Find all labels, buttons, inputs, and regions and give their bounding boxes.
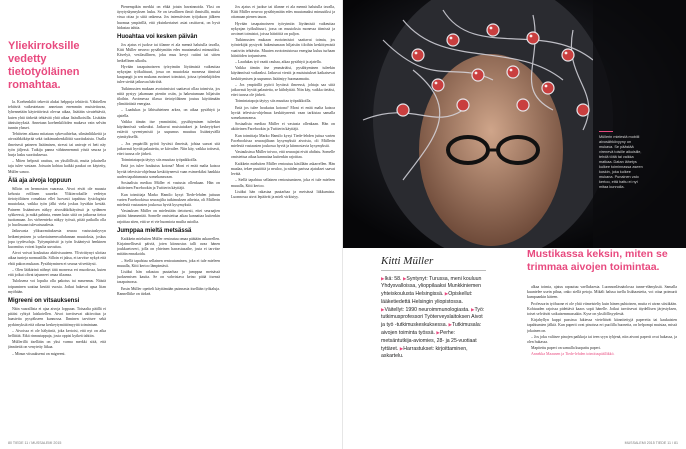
- right-page: [343, 0, 686, 449]
- body-paragraph: – Miten helposti rauttuu, on yksilöllistä, mutta jokaisella taju tulee vastaan. Joissain kohtaa kaikki paukut on käytetty, Müller sanoo.: [8, 159, 106, 174]
- triangle-bullet-icon: ▶: [444, 291, 449, 297]
- article-column-1: [8, 100, 106, 430]
- body-paragraph: – Siellä tapahtuu sellainen rentoutuminen, joka ei tule mieleen muualla, Kitti kertoo.: [231, 178, 335, 188]
- profile-fact-label: Opiskellut: [448, 291, 471, 298]
- body-paragraph: Mapitettu paperi on samalla kuopattu paperi.: [531, 346, 601, 351]
- profile-fact-value: 1990 neuroimmunologiasta.: [405, 306, 470, 313]
- body-paragraph: – Siellä tapahtuu sellainen rentoutuminen, joka ei tule mieleen muualla, Kitti kertoo lämpimästi.: [117, 258, 220, 268]
- triangle-bullet-icon: ▶: [381, 306, 385, 312]
- body-paragraph: Entä jos tulee houkutus kotona? Moni ei enää malta katsoa hyvää televisio-ohjelmaa keskittyneesti vaan esimerkiksi hankkia uuden tapahtumasta somekanavaan.: [117, 164, 220, 179]
- profile-box: [381, 255, 486, 360]
- body-paragraph: Kaikkein mieluiten Müller rentoutuu omaa päätään askarrellen. Kirjaimellisesti päiviä, joten kiinnostus talli avaa hänen joukkuetoveri, jolla on yhteinen harrastusaihe, josta ei tarvitse mitään ennakoida.: [117, 236, 220, 257]
- profile-name: Kitti Müller: [381, 255, 486, 271]
- eeg-cap-photo: [343, 0, 686, 248]
- article-credits: Annekka Maaanen ja Tiede-lehden toimituspäällikkö.: [531, 352, 615, 357]
- body-paragraph: Jos ajatus ei juokse tai tilanne ei ala mennä halutulla tavalla, Kitti Müller neuvoo pysähtymään edes muutamaksi minuutiksi ja ottamaan pienen tauon.: [231, 5, 335, 20]
- triangle-bullet-icon: ▶: [448, 322, 452, 328]
- profile-fact-label: Syntynyt: [406, 276, 427, 282]
- body-paragraph: Vaikka tämän itse ymmärtäisi, pysähtyminen tuleekin käytännössä vaikeaksi. Jatkuvat muistutukset ja keskeytykset estävät syventymistä ja uupumus muuttuu lisääntyvällä rytmityksellä.: [117, 119, 220, 140]
- right-article-text: [527, 285, 677, 425]
- section-heading: Jumppaa mieltä metsässä: [117, 227, 192, 234]
- body-paragraph: – Aivoissa ei ole hälytintä, joka kertoisi, että nyt on aika hellittää. Eikä rinnastappuja, josta oppisi kytkeä tahtiin.: [8, 328, 106, 338]
- pull-quote-headline: Mustikassa keksin, miten se trimmaa aivojen toimintaa.: [527, 248, 668, 273]
- section-heading: Huoahtaa voi kesken päivän: [117, 34, 198, 41]
- body-paragraph: Vastauksen Müller on mielestään tietoisesti, ettei seuraajien pitäisi hämmentää. Somelle omistettua aikaa kannattaa kuitenkin rajoittaa siten, että se ei vie huomiota muilta asioilta.: [117, 209, 220, 224]
- right-folio: MUSSALEMI 2015 TIEDE 11 / 81: [624, 441, 678, 445]
- profile-fact-label: Väitellyt: [384, 306, 403, 313]
- body-paragraph: – Jos ympärillä pyörii hyvässä ilmeessä, johtaja saa siitä jatkuvasti hyvää palautetta, se kiihdyttää. Niin käy, vaikka tietäisi, ettei tuossa ole järkeä.: [231, 82, 335, 98]
- body-paragraph: – Minun vitsauksemi on migreeni.: [12, 351, 66, 356]
- body-paragraph: Müllerillä itsellään on yksi varma merkki siitä, että jännitettä on venytetty liikaa.: [8, 340, 106, 350]
- triangle-bullet-icon: ▶: [399, 345, 404, 351]
- body-paragraph: Toimintatapoja täytyy siis muuttaa työpaikkoilla.: [235, 99, 312, 104]
- section-heading: Älä aja aivoja loppuun: [8, 177, 72, 184]
- body-paragraph: Kun toimittaja Marko Hamilo kysyi Tiede-lehden juttuun varten Facebookissa seuraajilta tutkimuksen aiheista, oli Müllerin mielestä vastausten joukossa hyviä kysymyksiä.: [117, 192, 220, 207]
- body-paragraph: Tehtävien aikana mitataan sykevaihtelua, silmänliikkeitä ja aivosähkökäyrää sekä tutkimushenkilöitä suorituksista. Osalla ilmeisesti paineen lisäämisen, stressi tai univaje ei heti näy työn jäljessä. Tutkija panna vähänenemmä yöstä seuraa ja hurja lasku suorituksessa.: [8, 132, 106, 158]
- profile-fact-label: Harrastukset: [403, 345, 433, 352]
- profile-fact-value: aivojen toiminta työssä.: [381, 330, 435, 337]
- body-paragraph: Jos ajatus ei juokse tai tilanne ei ala mennä halutulla tavalla, Kitti Müller neuvoo pysähtymään edes muutamaksi minuutiksi. Kävelyä, vesilasillinen, joku muu kevyt rutiini tai sitten hetkellinen ulkoilu.: [117, 43, 220, 63]
- body-paragraph: Aivot voivat koukuttaa aktiivisuuteen. Ylivirittynyt ulottaa aikaa tunteja normaalilla. Silloin ei jaksa, ei tarvitse nykyä että ehtii pakon mukaan. Pysähtyminen ei seuraa viivettäysti.: [8, 251, 106, 266]
- body-paragraph: Toimintatapoja täytyy siis muuttaa työpaikkoilla.: [121, 158, 198, 163]
- body-paragraph: Näin vaarallista ei ajaa aivoja loppuun. Toisaalta päällä ei pitäisi ryhtyä laiskotellen. Aivot tarvitsevat aktivoitua ja haastetta pysyäkseen kunnossa. Ihminen tarvitsee sekä pyrkimyksiä että oikeaa keskeytymättömyyttä toimintaan.: [8, 306, 106, 327]
- triangle-bullet-icon: ▶: [436, 330, 440, 336]
- body-paragraph: Vastauksissa Müller toivoo, että seuraajat eivät ahdistu. Somelle omistettua aikaa kannattaa kuitenkin rajoittaa.: [231, 150, 335, 160]
- body-paragraph: Hyvään tasapainoiseen työrytmiin löytämistä vaikeuttaa nykyajan työkulttuuri, jossa on muutoksia monessa tiimissä kaupungit ja sen mukana avoimet toimistot, joissa työntekijöiden tulee sietää jatkuvaa häiriötä.: [117, 64, 220, 85]
- body-paragraph: la. Koehenkilöt tekevät aluksi helppoja tehtäviä. Vähitellen tehtäviä vaikeutetaan: annetaan enemmän muistettavaa, lyhennetään käytettävissä olevaa aikaa, lisätään sivutehtäviä, kuten yhtä tärkeää tehtävää yhtä aikaa lisäulkoisilla. Lisätään äänisäryyksiä. Annetaan koehenkilöiden mukava vain selvän tunnin yhaset.: [8, 100, 106, 131]
- body-paragraph: – Laadukas työ vaatii rauhaa, aikaa pysähtyä ja ajatella.: [235, 60, 322, 65]
- eeg-cap-illustration: [343, 0, 686, 248]
- profile-fact-value: kirjoittaminen, askartelu.: [381, 345, 468, 360]
- left-folio: 80 TIEDE 11 / MUSSALEMI 2015: [8, 441, 62, 445]
- body-paragraph: – Olen lääkärinä nähnyt tätä monessa eri muodossa, kuten että jotkut olivat tajunneet omaa tilaansa.: [8, 267, 106, 278]
- profile-fact-label: Ikä: [384, 276, 392, 282]
- body-paragraph: Kirjahyllyn kuppi pussissa lukiessa vieteltävät kiinnitettyjä papereita tai kaukaisten tapahtumien jälkiä. Kun paperit ovat pinoissa eri puolilla huonetta, on helpompi muistaa, missä jokainen on.: [527, 318, 677, 333]
- profile-fact-value: metsäntutkija-aviomies, 28- ja 25-vuotiaat tyttäret.: [381, 337, 477, 352]
- body-paragraph: Professorin työhuone ei ole yhtä viimeistelty kuin hänen puhtoinen, mutta ei aivan siistikään. Kohtuuden rajoissa pidettävä kaaos sopii hänelle. Jotkut tarvitsevat täydellisen järjestyksen, toiset selviävät sotkuisemmassakin. Kyse on yksilöllisyydestä.: [527, 301, 677, 317]
- body-paragraph: Entä jos tulee houkutus kotona? Moni ei enää malta katsoa hyvää televisio-ohjelmaa keskittyneesti vaan tarkistaa samalla somekanavansa.: [231, 105, 335, 121]
- body-paragraph: Lisäksi hän rakastaa puutarhaa ja jumppaa metsässä juoksemisen kautta. Se on vahvistava keino pitää itsensä tasapainossa.: [117, 269, 220, 285]
- article-column-2: [117, 5, 220, 433]
- profile-facts: ▶Ikä: 58. ▶Syntynyt: Turussa, meni kouluun Yhdysvalloissa, ylioppilaaksi Munkkiniemen yhteiskoulusta Helsingissä. ▶Opiskellut: lääketiedettä Helsingin yliopistossa. ▶Väitellyt: 1990 neuroimmunologiasta. ▶Työ: tutkimusprofessori Työterveyslaitoksen Aivot ja työ -tutkimuskeskuksessa. ▶Tutkimusala: aivojen toiminta työssä. ▶Perhe: metsäntutkija-aviomies, 28- ja 25-vuotiaat tyttäret. ▶Harrastukset: kirjoittaminen, askartelu.: [381, 276, 485, 360]
- body-paragraph: Jatkuvasta ylikuormituksesta seuraa vastustuskyvyn heikentyminen ja sokeriaineenvaihdunnan muutoksia, joskus jopa tyydesoluja. Työympäristö ja työn lisääntyvä henkinen kuormitus voivat lopulta uuvuttaa.: [8, 229, 106, 250]
- triangle-bullet-icon: ▶: [381, 276, 385, 281]
- body-paragraph: – Laadukas ja lähisuhteinen arkea, on aikaa pysähtyä ja ajatella.: [117, 108, 220, 118]
- body-paragraph: alkaa toimia, ajatus rapautuu vaelluksesta. Luonnonläsnäolossa tunne-elämyksiä. Samalla kuuntelee usein pihaa, onko siellä petoja. Mikäli halusa tuellu lisähaastetta, voi ottaa poimurit kumpaankin käteen.: [527, 285, 677, 300]
- body-paragraph: Kun toimittaja Marko Hamilo kysyi Tiede-lehden juttua varten Facebookissa seuraajiltaan kysymyksiä aivoista, oli Müllerin mielestä vastausten joukossa hyviä ja kiinnostavia kysymyksiä.: [231, 133, 335, 149]
- body-paragraph: Ensin Müller opetteli käyttämään puinnasta itsellään työkaluja. Rannelliike on tärkeä.: [117, 286, 220, 296]
- body-paragraph: Sosiaalista mediaa Müller ei vastusta ollenkaan. Hän on aktiivinen Facebookin ja Twitterin käyttäjä.: [117, 181, 220, 191]
- body-paragraph: Vaikka tämän itse ymmärtäisi, pysähtyminen tuleekin käytännössä vaikeaksi. Jatkuvat viestit ja muistutukset katkaisevat keskittymisen ja uupumus lisääntyy huomaamatta.: [231, 66, 335, 81]
- lead-paragraph: Yliekirroksille vedetty tietotyöläinen romahtaa.: [8, 40, 80, 91]
- body-paragraph: Tuloksena voi lopulta olla pakotus tai masennus. Näistä toipuminen saattaa kestää vuosia. Jotkut hakevat apua liian myöhään.: [8, 279, 106, 294]
- photo-caption-text: Müllerin mielestä mobiili aivosähkövyyny on mukava. Se päästää virenevä toisille aikuisille, tehdä töitä tai vaikka matkaa. Datan lähetys kulkee toiminnassa aseen koskin, joka kulkee mukana. Punainen valo kertoo, että hattu ei nyt mitaa kunnolla.: [599, 135, 643, 189]
- caption-rule: [599, 131, 613, 132]
- photo-caption: [599, 131, 644, 190]
- body-paragraph: Pienempikin merkki on ehkä jotain havainnoida. Yksi on äyrytyskynnyksen lasku. Se on tavallinen ilmiö ihmisillä, mutta vissa ottaa jo siitä onkensa. Jos intensiivisen työjakson jälkeen huomaa ympärillä, että yksinkertaiset asiat rasittavat, on hyvä hidastaa tahtia.: [117, 5, 220, 30]
- body-paragraph: Sosiaalista mediaa Müller ei vastusta ollenkaan. Hän on aktiivinen Facebookin ja Twitterin käyttäjä.: [231, 122, 335, 132]
- triangle-bullet-icon: ▶: [402, 276, 407, 281]
- body-paragraph: Lisäksi hän rakastaa puutarhaa ja metsässä liikkumista. Luonnossa aivot lepäävät ja mieli virkistyy.: [231, 189, 335, 199]
- profile-fact-value: Turussa, meni kouluun Yhdysvalloissa, ylioppilaaksi Munkkiniemen yhteiskoulusta Helsingissä.: [381, 276, 482, 298]
- triangle-bullet-icon: ▶: [471, 306, 475, 312]
- profile-fact-value: tutkimusprofessori Työterveyslaitoksen Aivot ja työ -tutkimuskeskuksessa.: [381, 314, 483, 329]
- body-paragraph: Kaikkein mieluiten Müller rentoutuu käsillään askarrellen. Hän maalaa, tekee puutöitä ja neuloo, ja niiden parissa ajatukset saavat levätä.: [231, 161, 335, 177]
- profile-fact-label: Perhe: [439, 330, 454, 337]
- body-paragraph: Hyvään tasapainoiseen työrytmiin löytämistä vaikeuttaa nykyajan työkulttuuri, jossa on muutoksia monessa tiimissä ja avoimet toimistot, joissa häiriöitä on paljon.: [231, 21, 335, 37]
- body-paragraph: – Jos joku valitsee pinojen paikkoja tai teen syyn tyhjenä, niin aivoni paperit ovat hukassa, ja olen hukassa.: [527, 334, 677, 345]
- section-heading: Migreeni on vitsauksensi: [8, 297, 80, 304]
- body-paragraph: Tutkimusten mukaan avotoimistot saattavat ollaa toimivia, jos niitä pystyy jakamaan pieniin osiin, ja hakeutumaan hiljaisiin tiloihin. Avoimessa tilassa tietotyöläinen joutuu käyttämään ylimääräistä energiaa.: [117, 86, 220, 107]
- body-paragraph: Silloin on hermoston vaarassa. Aivot eivät ole muusta kehosta erillinen saareke. Ylikierroksille vedetyn tietotyöläisen romahtaa ellei luovasti tapahtuu fysiologisia muutoksia, vaikka työn jälki viela joskus hyväkin kestää. Paineen lisäämisen näkyy aivosähkökäyrässä ja sydämen sykkeessä, ja mikä pahinta, ennen kuin siitä on jatkuvaa tietoa tuottamaan. Jos virheenteko näkyy työssä, pitää paikalla olla jo huolissaan tulevaisuudesta.: [8, 186, 106, 228]
- profile-fact-label: Työ: [474, 306, 483, 313]
- profile-fact-value: 58.: [394, 276, 402, 282]
- article-column-3: [231, 5, 335, 433]
- profile-fact-value: lääketiedettä Helsingin yliopistossa.: [381, 298, 463, 305]
- profile-fact-label: Tutkimusala: [451, 322, 480, 329]
- body-paragraph: – Jos ympärillä pyörii hyvästi ilmeistä, johtaa saavat sitä jatkuvasti hyvää palautetta, se kiivailee. Niin käy, vaikka totisesti, ettei tuossa ole järkeä.: [117, 141, 220, 157]
- body-paragraph: Tutkimusten mukaan avotoimistot saattavat toimia, jos työntekijät pystyvät hakeutumaan hiljaisiin tiloihin keskittymistä vaativiin tehtäviin. Muuten avotoimistossa energiaa kuluu turhaan häiriöiden torjumiseen.: [231, 38, 335, 58]
